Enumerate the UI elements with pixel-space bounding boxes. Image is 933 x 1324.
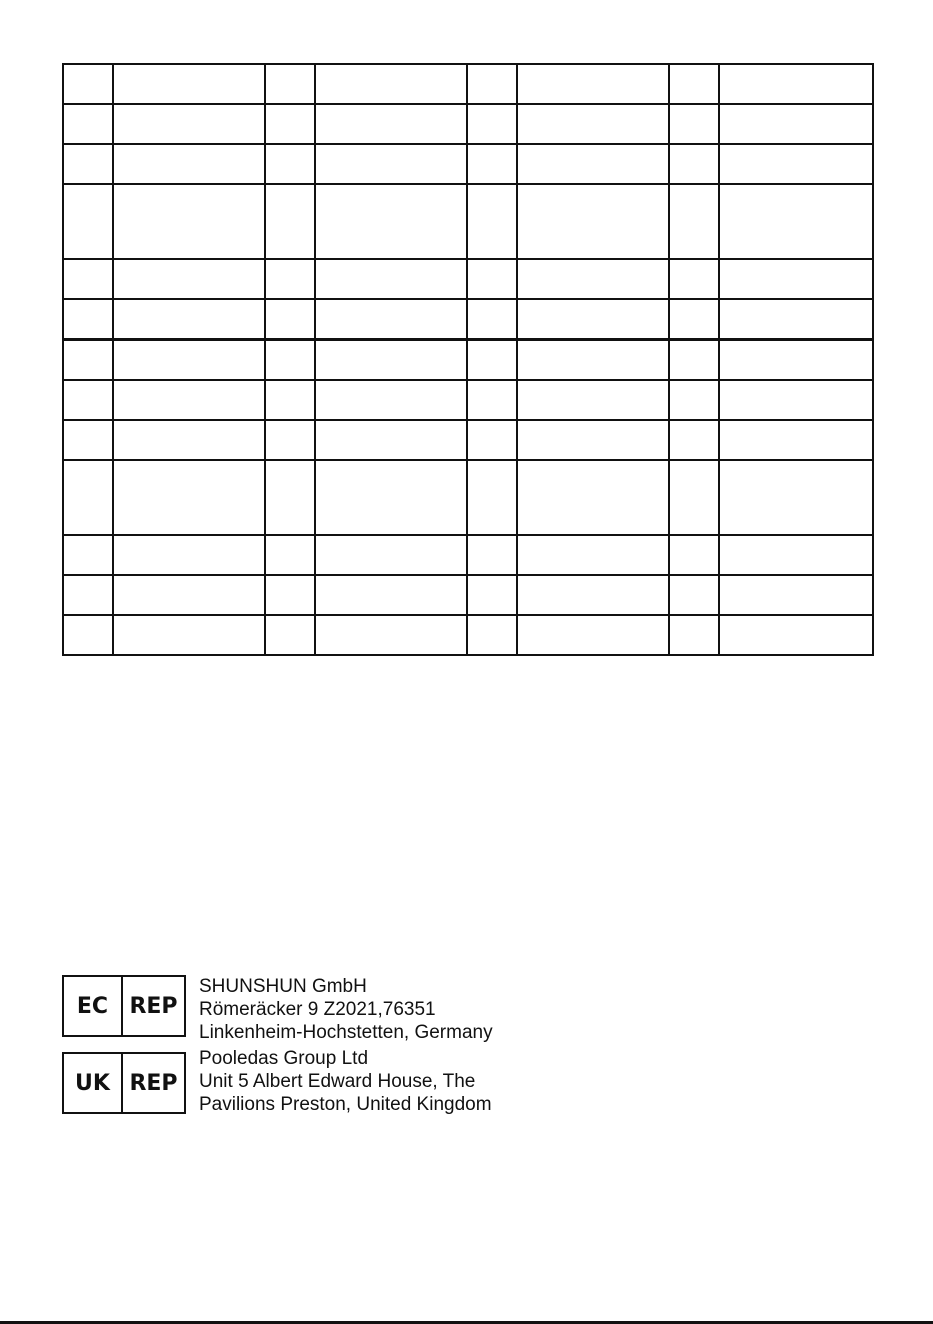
grid-row bbox=[63, 615, 873, 655]
grid-value-cell bbox=[517, 420, 669, 460]
grid-index-cell bbox=[265, 144, 315, 184]
grid-index-cell bbox=[63, 104, 113, 144]
grid-index-cell bbox=[63, 259, 113, 299]
grid-row bbox=[63, 64, 873, 104]
grid-index-cell bbox=[63, 184, 113, 259]
grid-row bbox=[63, 420, 873, 460]
grid-index-cell bbox=[265, 184, 315, 259]
grid-index-cell bbox=[467, 104, 517, 144]
grid-index-cell bbox=[265, 575, 315, 615]
grid-value-cell bbox=[517, 64, 669, 104]
ec-rep-company: SHUNSHUN GmbH bbox=[199, 976, 367, 997]
grid-value-cell bbox=[113, 460, 265, 535]
grid-index-cell bbox=[63, 460, 113, 535]
grid-value-cell bbox=[719, 535, 873, 575]
uk-rep-street: Unit 5 Albert Edward House, The bbox=[199, 1071, 476, 1092]
grid-value-cell bbox=[719, 259, 873, 299]
grid-value-cell bbox=[517, 340, 669, 381]
grid-value-cell bbox=[113, 144, 265, 184]
uk-rep-address bbox=[199, 1047, 492, 1116]
grid-index-cell bbox=[467, 535, 517, 575]
grid-index-cell bbox=[467, 144, 517, 184]
grid-value-cell bbox=[719, 104, 873, 144]
ec-rep-address bbox=[199, 975, 493, 1044]
grid-value-cell bbox=[315, 535, 467, 575]
grid-index-cell bbox=[63, 380, 113, 420]
ec-rep-city: Linkenheim-Hochstetten, Germany bbox=[199, 1022, 493, 1043]
grid-index-cell bbox=[669, 460, 719, 535]
grid-index-cell bbox=[467, 420, 517, 460]
grid-value-cell bbox=[517, 575, 669, 615]
grid-value-cell bbox=[113, 535, 265, 575]
rep-badge-label: REP bbox=[129, 993, 178, 1019]
grid-row bbox=[63, 144, 873, 184]
grid-value-cell bbox=[315, 299, 467, 340]
ec-rep-street: Römeräcker 9 Z2021,76351 bbox=[199, 999, 436, 1020]
grid-index-cell bbox=[265, 380, 315, 420]
grid-index-cell bbox=[265, 460, 315, 535]
grid-value-cell bbox=[719, 460, 873, 535]
grid-row bbox=[63, 104, 873, 144]
grid-value-cell bbox=[315, 615, 467, 655]
grid-index-cell bbox=[63, 299, 113, 340]
grid-value-cell bbox=[315, 380, 467, 420]
grid-index-cell bbox=[669, 259, 719, 299]
grid-value-cell bbox=[113, 420, 265, 460]
grid-value-cell bbox=[517, 299, 669, 340]
grid-index-cell bbox=[669, 144, 719, 184]
grid-value-cell bbox=[517, 460, 669, 535]
grid-index-cell bbox=[669, 380, 719, 420]
grid-value-cell bbox=[113, 259, 265, 299]
grid-value-cell bbox=[517, 535, 669, 575]
empty-grid-table bbox=[62, 63, 874, 656]
grid-row bbox=[63, 575, 873, 615]
grid-value-cell bbox=[315, 144, 467, 184]
grid-value-cell bbox=[315, 420, 467, 460]
grid-index-cell bbox=[63, 340, 113, 381]
grid-value-cell bbox=[719, 64, 873, 104]
grid-row bbox=[63, 535, 873, 575]
grid-value-cell bbox=[517, 184, 669, 259]
grid-value-cell bbox=[315, 184, 467, 259]
grid-index-cell bbox=[669, 64, 719, 104]
grid-index-cell bbox=[467, 64, 517, 104]
grid-index-cell bbox=[63, 420, 113, 460]
uk-rep-badge bbox=[62, 1052, 186, 1114]
grid-value-cell bbox=[315, 460, 467, 535]
grid-index-cell bbox=[669, 535, 719, 575]
grid-index-cell bbox=[63, 575, 113, 615]
grid-value-cell bbox=[315, 104, 467, 144]
grid-value-cell bbox=[113, 184, 265, 259]
grid-index-cell bbox=[63, 64, 113, 104]
grid-value-cell bbox=[719, 380, 873, 420]
grid-value-cell bbox=[517, 144, 669, 184]
grid-index-cell bbox=[467, 615, 517, 655]
grid-index-cell bbox=[265, 615, 315, 655]
grid-value-cell bbox=[517, 259, 669, 299]
grid-value-cell bbox=[315, 575, 467, 615]
grid-index-cell bbox=[63, 615, 113, 655]
grid-index-cell bbox=[669, 420, 719, 460]
grid-index-cell bbox=[265, 420, 315, 460]
uk-badge-label: UK bbox=[64, 1054, 123, 1112]
grid-row bbox=[63, 259, 873, 299]
grid-index-cell bbox=[265, 299, 315, 340]
grid-index-cell bbox=[669, 184, 719, 259]
ec-badge-label: EC bbox=[64, 977, 123, 1035]
rep-badge-label: REP bbox=[129, 1070, 178, 1096]
grid-index-cell bbox=[265, 64, 315, 104]
grid-value-cell bbox=[719, 420, 873, 460]
grid-row bbox=[63, 340, 873, 381]
grid-index-cell bbox=[467, 575, 517, 615]
grid-row bbox=[63, 460, 873, 535]
grid-index-cell bbox=[467, 259, 517, 299]
grid-index-cell bbox=[467, 184, 517, 259]
grid-index-cell bbox=[669, 575, 719, 615]
grid-value-cell bbox=[517, 380, 669, 420]
grid-value-cell bbox=[517, 104, 669, 144]
grid-row bbox=[63, 184, 873, 259]
grid-row bbox=[63, 380, 873, 420]
grid-value-cell bbox=[113, 299, 265, 340]
grid-index-cell bbox=[669, 340, 719, 381]
grid-value-cell bbox=[315, 340, 467, 381]
grid-value-cell bbox=[719, 615, 873, 655]
grid-value-cell bbox=[113, 104, 265, 144]
grid-value-cell bbox=[517, 615, 669, 655]
grid-value-cell bbox=[113, 64, 265, 104]
grid-index-cell bbox=[669, 615, 719, 655]
grid-row bbox=[63, 299, 873, 340]
grid-value-cell bbox=[315, 64, 467, 104]
grid-value-cell bbox=[719, 184, 873, 259]
grid-value-cell bbox=[719, 299, 873, 340]
grid-index-cell bbox=[265, 535, 315, 575]
ec-rep-badge bbox=[62, 975, 186, 1037]
grid-index-cell bbox=[467, 460, 517, 535]
grid-value-cell bbox=[113, 380, 265, 420]
grid-index-cell bbox=[669, 299, 719, 340]
grid-index-cell bbox=[467, 340, 517, 381]
grid-value-cell bbox=[113, 340, 265, 381]
grid-body bbox=[63, 64, 873, 655]
grid-index-cell bbox=[467, 380, 517, 420]
grid-value-cell bbox=[315, 259, 467, 299]
grid-index-cell bbox=[265, 259, 315, 299]
grid-index-cell bbox=[265, 340, 315, 381]
grid-index-cell bbox=[63, 535, 113, 575]
grid-value-cell bbox=[113, 615, 265, 655]
grid-value-cell bbox=[113, 575, 265, 615]
grid-index-cell bbox=[467, 299, 517, 340]
grid-value-cell bbox=[719, 575, 873, 615]
grid-value-cell bbox=[719, 340, 873, 381]
uk-rep-city: Pavilions Preston, United Kingdom bbox=[199, 1094, 492, 1115]
grid-index-cell bbox=[63, 144, 113, 184]
uk-rep-company: Pooledas Group Ltd bbox=[199, 1048, 369, 1069]
grid-value-cell bbox=[719, 144, 873, 184]
grid-index-cell bbox=[669, 104, 719, 144]
grid-index-cell bbox=[265, 104, 315, 144]
